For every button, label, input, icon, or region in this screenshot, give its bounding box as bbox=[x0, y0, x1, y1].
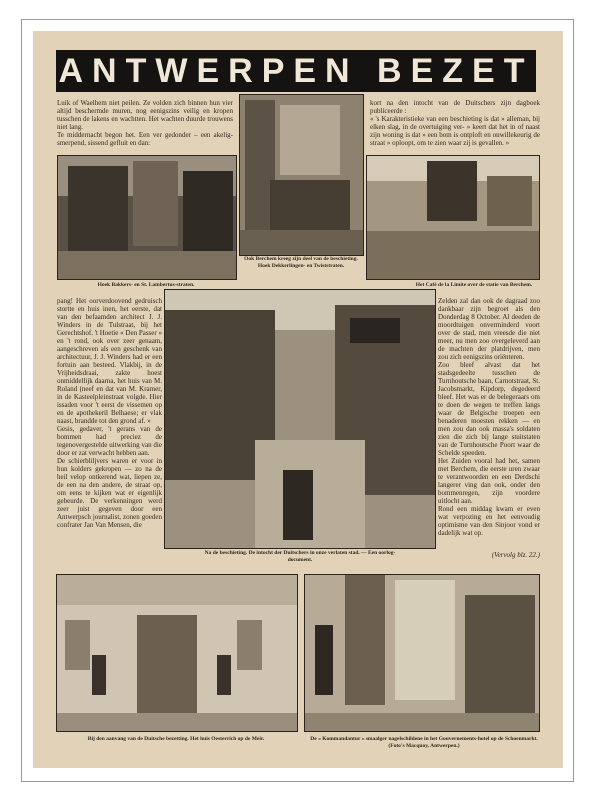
paragraph: kort na den intocht van de Duitschers zijn dagboek publiceerde : bbox=[370, 99, 540, 115]
caption-photo1: Hoek Bakkers- en St. Lambertus-straten. bbox=[97, 282, 195, 288]
paragraph: De schierbliljvers waren er voor in hun kolders gekropen — zo na de heil velop ontkerend wat, liepen ze, de een na den andere, de straat op, om eens te kijken wat er eigenlijk gebeurde. De verkenningen werd zeer juist gegeven door een Antwerpsch journalist, zonen goeden confrater Jan Van Mensen, die bbox=[57, 457, 162, 529]
text-col1-mid bbox=[57, 297, 162, 567]
photo-german-entry-parade bbox=[164, 289, 436, 549]
paragraph: Te middernacht begon het. Een ver gedonder – een akelig-smerpend, sissend gefluit en dan: bbox=[57, 131, 233, 147]
photo-house-oesterrich-meir bbox=[56, 574, 298, 732]
text-col3-top bbox=[370, 99, 540, 154]
paragraph: Het Zuiden vooral had het, samen met Berchem, die eerste uren zwaar te verantwoorden en een Derdschi langerer ving dan ook, onder den bommenregen, zijn voordere uitlocht aan. bbox=[438, 457, 540, 505]
photo-cafe-de-la-limite bbox=[366, 155, 540, 280]
continued-note: (Vervolg blz. 22.) bbox=[491, 551, 540, 559]
paragraph: Rond een middag kwam er even wat verpozing en het eenvoudig optimisme van den Sinjoor vond er dadelijk wat op. bbox=[438, 505, 540, 537]
photo-berchem-collapsed-building bbox=[239, 94, 364, 256]
caption-photo2: Ook Berchem kreeg zijn deel van de beschieting. Hoek Dekkerlingen- en Twiststraten. bbox=[244, 256, 358, 269]
caption-bottom-left: Bij den aanvang van de Duitsche bezetting. Het huis Oesterrich op de Meir. bbox=[87, 736, 265, 742]
paragraph: Zelden zal dan ook de dagraad zoo dankbaar zijn begroet als den Donderdag 8 October. Al deeden de moordtuigen onverminderd voort over de stad, men vreesde die niet meer, nu men zoo overgeleverd aan de machten der platdrijven, men zou zich eenigszins oriënteren. bbox=[438, 297, 540, 361]
caption-photo3: Het Café de la Limite over de statie van Berchem. bbox=[415, 282, 533, 288]
photo-bakkersstraat-ruins bbox=[57, 155, 237, 280]
paragraph: pang! Het oorverdoovend gedruisch stortte en huis inen, het eerste, dat van den befaamden architect J. J. Winders in de Tulstraat, bij het Gerechtshof. 't Hoetie « Den Passer » en 't rond, ook over zeer genaam, aangeschreven als een geschenk van architectuur, J. J. Winders had er een fortuin aan besteed. Vlakbij, in de Vrijheidsdraai, zakte hoest onmiddellijk daarna, het huis van M. Roland (neef en dat van M. Kramer, in de Kasteelpleinstraat volgde. Hier issaden voor 't eerst de vissemen op en de apothekeril Belhaese; er vlak naast, brandde tot den grond af. » bbox=[57, 297, 162, 425]
caption-bottom-right: De « Kommandantur » smaalger nagelschildene in het Gouvernements-hotel op de Schoenmarkt. (Foto's Macquoy, Antwerpen.) bbox=[310, 736, 538, 749]
paragraph: Zoo bleef alvast dat het stadsgedeelte tusschen de Turnhoutsche baan, Carnotstraat, St. Jacobsmarkt, Kipdorp, degedeerd bleef. Het was er de belegeraars om te doen de wegen te treffen langs waar de Belgische troepen een benaderen moesten rekken — en men zou dan ook massa's soldaten zien die zich bij lange stuitstaten van de Turnhoutsche Poort waar de Schelde speeden. bbox=[438, 361, 540, 457]
photo-kommandantur-guards bbox=[304, 574, 540, 732]
caption-center: Na de beschieting. De intocht der Duitschers in onze verlaten stad. — Een oorlog-document. bbox=[204, 550, 396, 563]
paragraph: Gesis, gedaver, 't gerans van de bommen had preciez de tegenovergestelde uitwerking van die door er zat verwacht hebben aan. bbox=[57, 425, 162, 457]
text-col3-mid bbox=[438, 297, 540, 547]
text-col1-top bbox=[57, 99, 233, 154]
page-title: ANTWERPEN BEZET bbox=[56, 50, 536, 92]
paragraph: « 's Karakteristieke van een beschieting is dat » alleman, bij elken slag, in de overtuiging ver- » keert dat het in of naast zijn woning is dat » een bom is ontploft en onwillekeurig de straat » oploopt, om te zien waar zij is gevallen. » bbox=[370, 115, 540, 147]
paragraph: Luik of Waelhem niet peilen. Ze volden zich binnen hun vier altijd beschermde muren, nog eenigszins veilig en kropen tusschen de lakens en wachtten. Het wachten duurde trouwens niet lang. bbox=[57, 99, 233, 131]
